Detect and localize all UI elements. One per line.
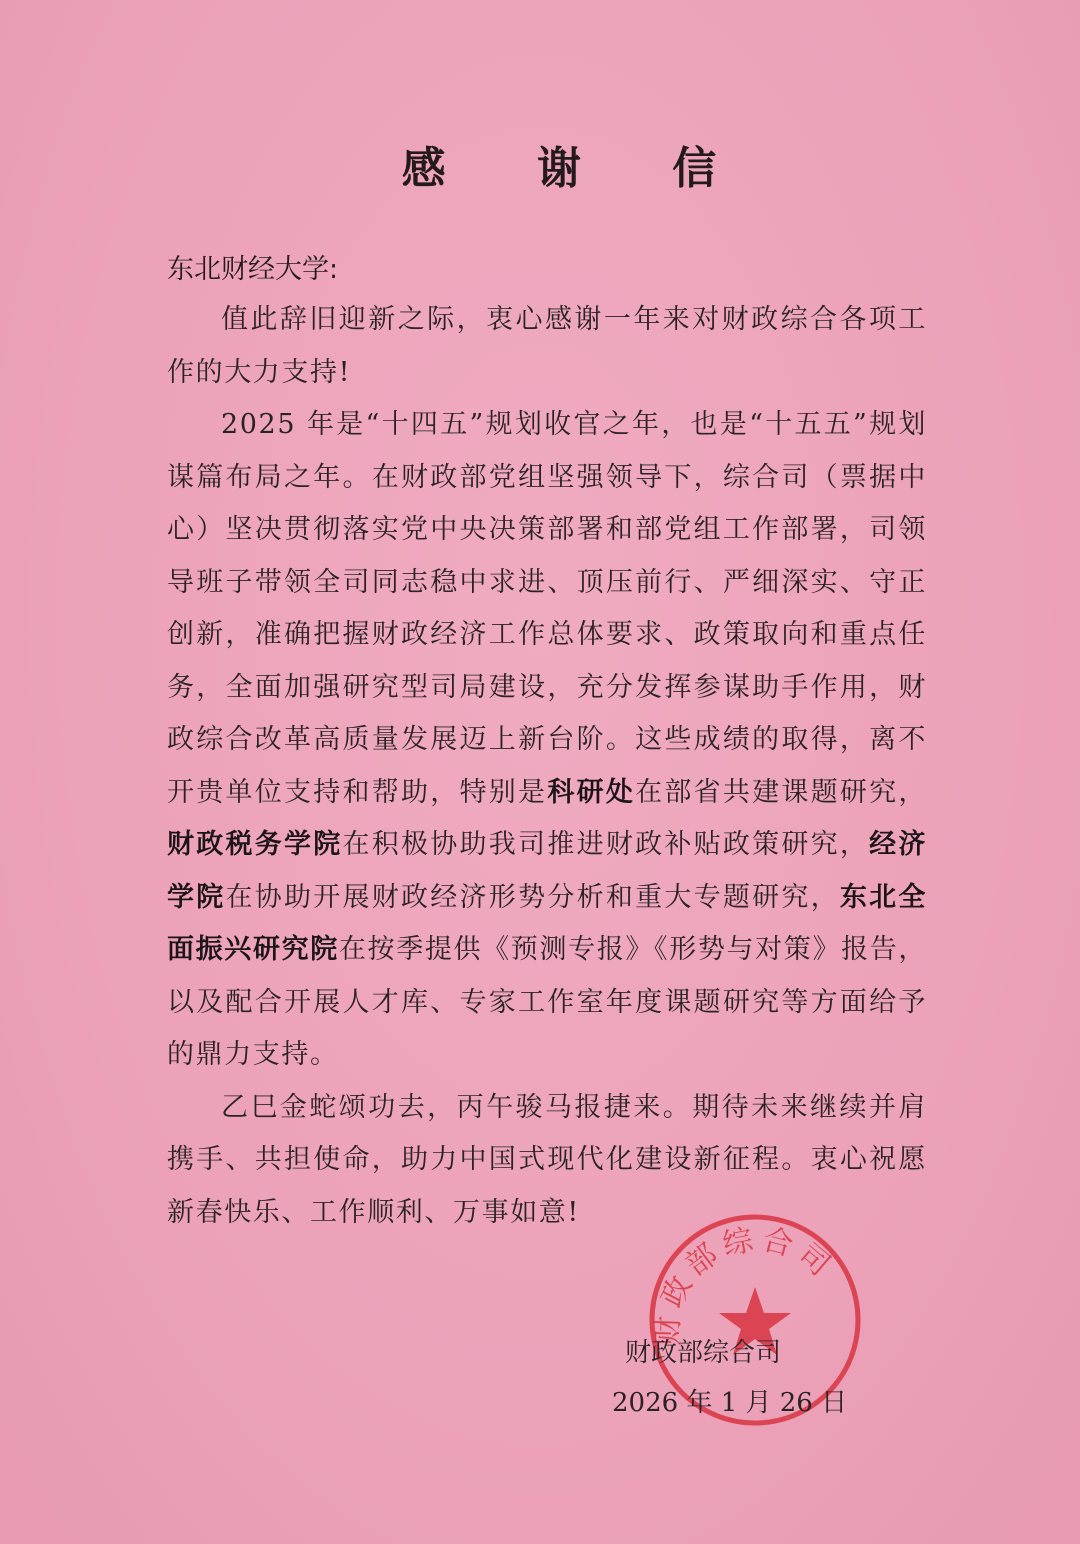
letter-body	[167, 294, 927, 1239]
text-segment: 在协助开展财政经济形势分析和重大专题研究，	[225, 881, 840, 913]
text-segment: 乙巳金蛇颂功去，丙午骏马报捷来。期待未来继续并肩携手、共担使命，助力中国式现代化建设新征程。衷心祝愿新春快乐、工作顺利、万事如意!	[167, 1091, 927, 1228]
signature-org: 财政部综合司	[625, 1338, 782, 1368]
highlight-dongbei-zhenxing-yanjiuyuan: 东北全面振兴研究院	[167, 881, 927, 965]
salutation: 东北财经大学:	[167, 254, 339, 285]
text-segment: 在积极协助我司推进财政补贴政策研究，	[342, 829, 870, 860]
letter-title: 感 谢 信	[401, 143, 755, 194]
highlight-jingji-xueyuan: 经济学院	[167, 829, 927, 913]
signature-date: 2026 年 1 月 26 日	[612, 1388, 848, 1418]
text-segment: 在部省共建课题研究，	[635, 776, 927, 808]
paragraph-2	[167, 399, 927, 1082]
text-segment: 2025 年是“十四五”规划收官之年，也是“十五五”规划谋篇布局之年。在财政部党组坚强领导下，综合司（票据中心）坚决贯彻落实党中央决策部署和部党组工作部署，司领导班子带领全司同志稳中求进、顶压前行、严细深实、守正创新，准确把握财政经济工作总体要求、政策取向和重点任务，全面加强研究型司局建设，充分发挥参谋助手作用，财政综合改革高质量发展迈上新台阶。这些成绩的取得，离不开贵单位支持和帮助，特别是	[167, 409, 927, 808]
text-segment: 在按季提供《预测专报》《形势与对策》报告，以及配合开展人才库、专家工作室年度课题研究等方面给予的鼎力支持。	[167, 934, 927, 1070]
paragraph-1	[167, 294, 927, 399]
text-segment: 值此辞旧迎新之际，衷心感谢一年来对财政综合各项工作的大力支持!	[167, 304, 927, 388]
highlight-caizheng-shuiwu-xueyuan: 财政税务学院	[167, 829, 343, 860]
seal-text: 财政部综合司	[650, 1221, 842, 1347]
highlight-keyanchu: 科研处	[547, 776, 636, 808]
